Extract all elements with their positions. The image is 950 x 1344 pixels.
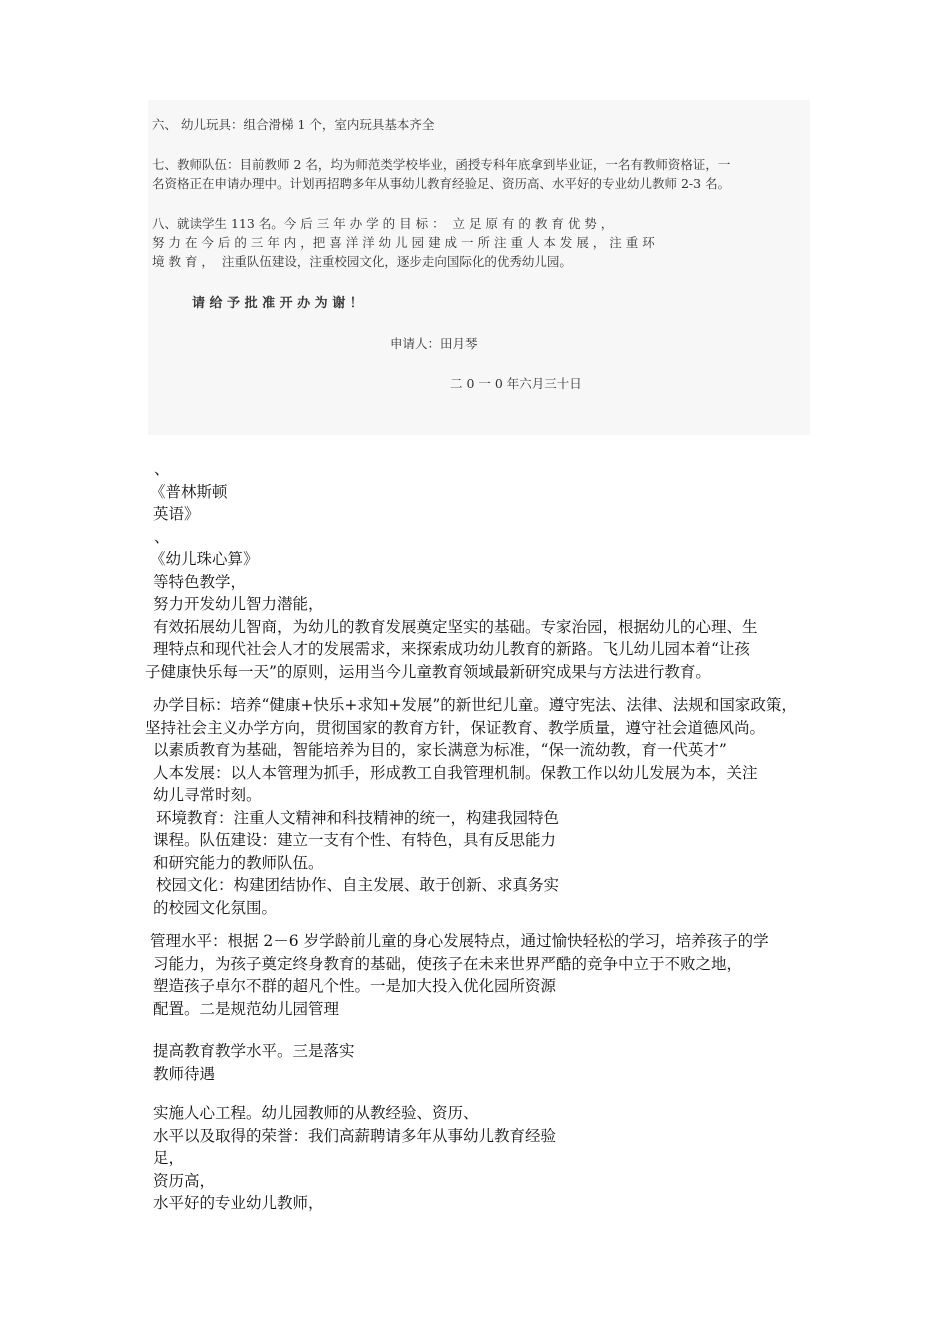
list-item: 努力开发幼儿智力潜能，: [153, 595, 324, 613]
list-item: 《普林斯顿: [150, 482, 228, 501]
list-item: 《幼儿珠心算》: [150, 550, 259, 568]
list-item: 英语》: [153, 505, 200, 523]
list-item: 水平以及取得的荣誉：我们高薪聘请多年从事幼儿教育经验: [153, 1126, 557, 1145]
students-paragraph-line-2: 努 力 在 今 后 的 三 年 内 ，把 喜 洋 洋 幼 儿 园 建 成 一 所 注 重 人 本 发 展 ， 注 重 环: [152, 235, 655, 250]
improvement-section: [150, 1040, 355, 1085]
list-item: 的校园文化氛围。: [153, 898, 278, 917]
list-item: 校园文化：构建团结协作、自主发展、敢于创新、求真务实: [156, 876, 560, 894]
list-item: 有效拓展幼儿智商，为幼儿的教育发展奠定坚实的基础。专家治园，根据幼儿的心理、生: [153, 617, 758, 636]
list-item: 和研究能力的教师队伍。: [153, 853, 324, 872]
list-item: 坚持社会主义办学方向，贯彻国家的教育方针，保证教育、教学质量，遵守社会道德风尚。: [145, 718, 766, 737]
students-paragraph-line-3: 境 教 育 ， 注重队伍建设，注重校园文化，逐步走向国际化的优秀幼儿园。: [152, 254, 572, 269]
students-paragraph-line-1: 八、就读学生 113 名。今 后 三 年 办 学 的 目 标 ： 立 足 原 有 的 教 育 优 势 ，: [152, 216, 614, 231]
features-section: [145, 458, 758, 683]
toys-paragraph: 六、 幼儿玩具：组合滑梯 1 个，室内玩具基本齐全: [152, 117, 435, 132]
staff-section: [150, 1102, 556, 1215]
list-item: 足，: [153, 1149, 185, 1167]
list-item: 环境教育：注重人文精神和科技精神的统一，构建我园特色: [156, 808, 560, 827]
teachers-paragraph-line-1: 七、教师队伍：目前教师 2 名，均为师范类学校毕业，函授专科年底拿到毕业证，一名有教师资格证，一: [152, 157, 731, 172]
management-section: [150, 930, 769, 1020]
list-item: 资历高，: [153, 1171, 216, 1190]
list-item: 塑造孩子卓尔不群的超凡个性。一是加大投入优化园所资源: [153, 977, 557, 995]
list-item: 理特点和现代社会人才的发展需求，来探索成功幼儿教育的新路。飞儿幼儿园本着“让孩: [153, 640, 750, 658]
list-item: 、: [154, 527, 170, 546]
list-item: 管理水平：根据 2－6 岁学龄前儿童的身心发展特点，通过愉快轻松的学习，培养孩子的学: [150, 932, 769, 950]
teachers-paragraph-line-2: 名资格正在申请办理中。计划再招聘多年从事幼儿教育经验足、资历高、水平好的专业幼儿教师 2-3 名。: [152, 176, 731, 191]
list-item: 提高教育教学水平。三是落实: [153, 1042, 355, 1060]
list-item: 人本发展：以人本管理为抓手，形成教工自我管理机制。保教工作以幼儿发展为本，关注: [153, 763, 758, 782]
application-date: 二 0 一 0 年六月三十日: [450, 376, 582, 391]
applicant-signature: 申请人：田月琴: [390, 336, 478, 351]
approval-request: 请 给 予 批 准 开 办 为 谢 ！: [192, 296, 363, 311]
list-item: 水平好的专业幼儿教师，: [153, 1194, 324, 1212]
list-item: 教师待遇: [153, 1064, 216, 1083]
list-item: 子健康快乐每一天”的原则，运用当今儿童教育领域最新研究成果与方法进行教育。: [145, 662, 711, 681]
list-item: 课程。队伍建设：建立一支有个性、有特色，具有反思能力: [153, 831, 557, 849]
list-item: 幼儿寻常时刻。: [153, 786, 262, 804]
goals-section: [145, 694, 797, 919]
list-item: 习能力，为孩子奠定终身教育的基础，使孩子在未来世界严酷的竞争中立于不败之地，: [153, 954, 743, 973]
list-item: 、: [154, 460, 170, 478]
list-item: 以素质教育为基础，智能培养为目的，家长满意为标准，“保一流幼教，育一代英才”: [153, 741, 727, 759]
list-item: 配置。二是规范幼儿园管理: [153, 999, 340, 1018]
list-item: 等特色教学，: [153, 572, 247, 591]
list-item: 办学目标：培养“健康+快乐+求知+发展”的新世纪儿童。遵守宪法、法律、法规和国家政策，: [153, 696, 797, 714]
list-item: 实施人心工程。幼儿园教师的从教经验、资历、: [153, 1104, 479, 1122]
